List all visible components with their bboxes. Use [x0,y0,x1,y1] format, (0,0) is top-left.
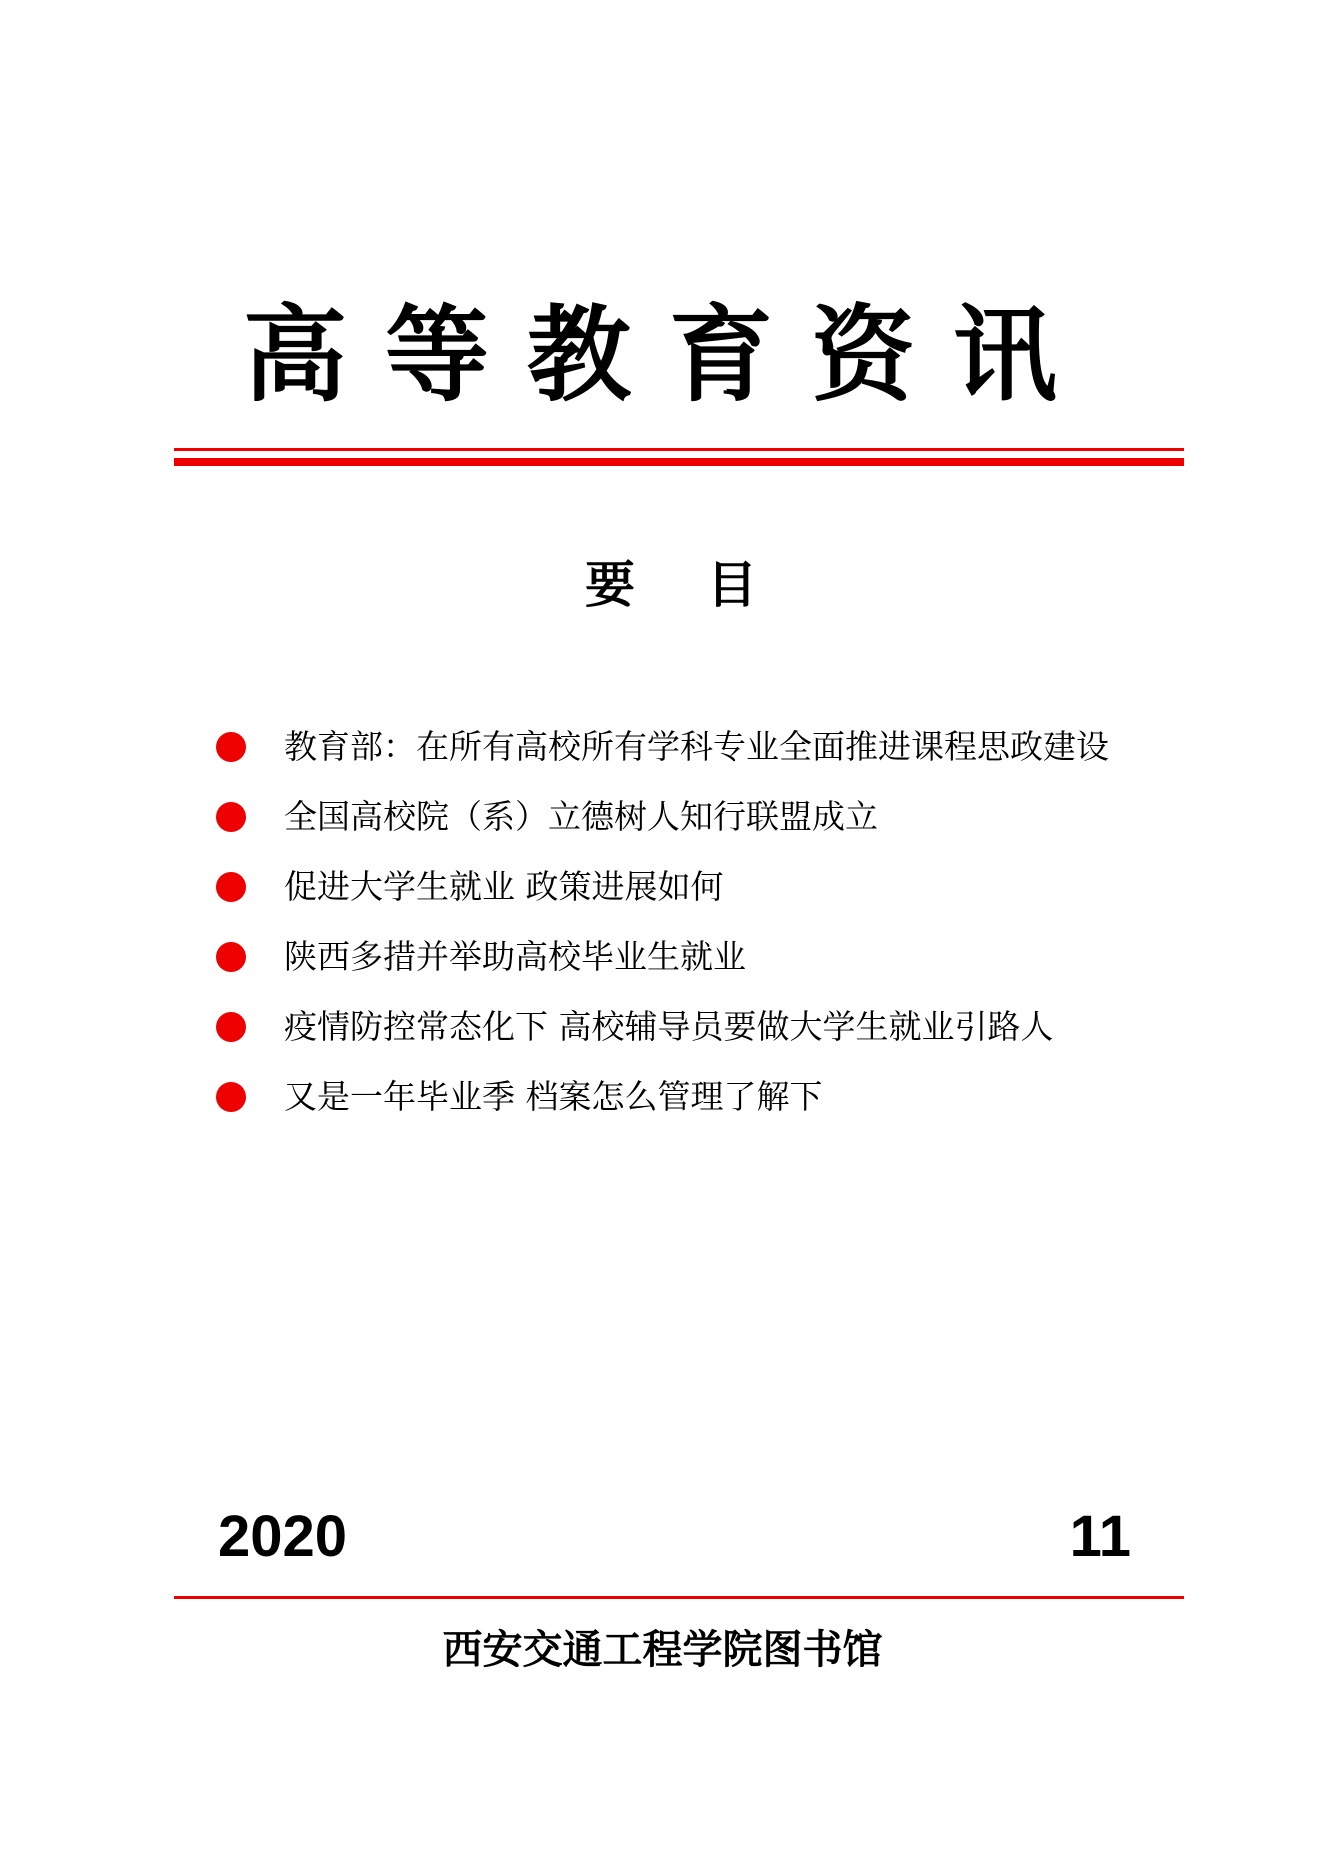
publisher-name: 西安交通工程学院图书馆 [442,1627,883,1673]
headline: 全国高校院（系）立德树人知行联盟成立 [284,797,878,836]
list-item [216,782,1176,852]
red-dot-icon [216,872,246,902]
contents-heading [0,553,1325,617]
headline: 陕西多措并举助高校毕业生就业 [284,937,746,976]
red-dot-icon [216,1012,246,1042]
list-item [216,1062,1176,1132]
masthead-char: 等 [384,293,489,416]
headline: 教育部：在所有高校所有学科专业全面推进课程思政建设 [284,727,1109,766]
masthead-char: 育 [668,293,773,416]
headline: 疫情防控常态化下 高校辅导员要做大学生就业引路人 [284,1007,1054,1046]
red-dot-icon [216,1082,246,1112]
red-dot-icon [216,802,246,832]
masthead-char: 资 [810,293,915,416]
headline: 又是一年毕业季 档案怎么管理了解下 [284,1077,823,1116]
red-dot-icon [216,732,246,762]
red-dot-icon [216,942,246,972]
masthead-title [0,290,1325,420]
contents-heading-char: 要 [585,555,635,614]
list-item [216,992,1176,1062]
masthead-rule-thin [174,448,1184,451]
issue-year: 2020 [218,1504,348,1569]
issue-number: 11 [1069,1504,1131,1569]
masthead-char: 高 [242,293,347,416]
masthead-rule-thick [174,458,1184,466]
headline: 促进大学生就业 政策进展如何 [284,867,724,906]
list-item [216,922,1176,992]
contents-heading-char: 目 [707,555,757,614]
contents-list [216,712,1176,1132]
footer-rule [174,1596,1184,1599]
list-item [216,712,1176,782]
masthead-char: 教 [526,293,631,416]
masthead-char: 讯 [952,293,1057,416]
list-item [216,852,1176,922]
